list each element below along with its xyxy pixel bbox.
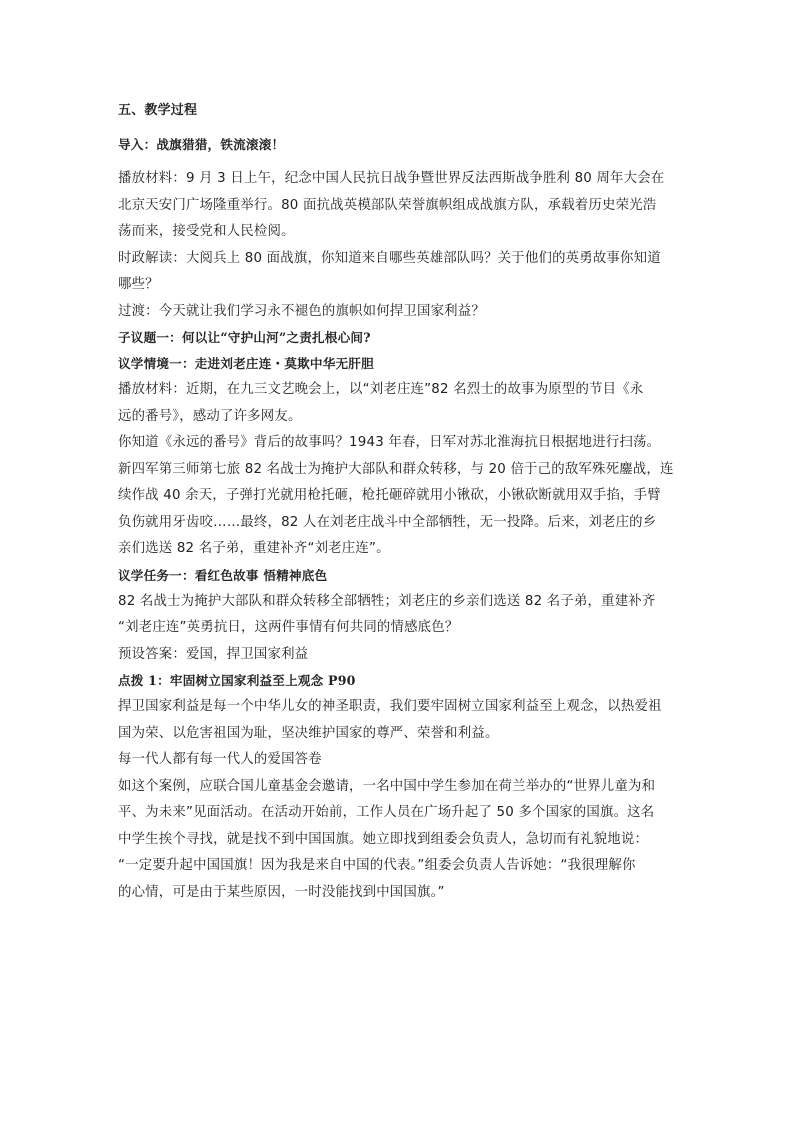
intro-title: 导入：战旗猎猎，铁流滚滚！ — [118, 137, 285, 152]
paragraph-line: 平、为未来”见面活动。在活动开始前，工作人员在广场升起了 50 多个国家的国旗。这名 — [118, 805, 655, 820]
paragraph-line: 远的番号》，感动了许多网友。 — [118, 408, 302, 424]
preset-answer — [118, 642, 678, 669]
paragraph-line: 新四军第三师第七旅 82 名战士为掩护大部队和群众转移，与 20 倍于己的敌军殊死鏖战，连 — [118, 461, 674, 477]
paragraph-line: 如这个案例，应联合国儿童基金会邀请，一名中国中学生参加在荷兰举办的“世界儿童为和 — [118, 778, 656, 794]
paragraph-line: 捍卫国家利益是每一个中华儿女的神圣职责，我们要牢固树立国家利益至上观念，以热爱祖 — [118, 699, 662, 714]
scenario-title: 议学情境一：走进刘老庄连・莫欺中华无肝胆 — [118, 356, 374, 371]
paragraph-line: 中学生挨个寻找，就是找不到中国国旗。她立即找到组委会负责人，急切而有礼貌地说： — [118, 831, 649, 847]
paragraph-line: “一定要升起中国国旗！因为我是来自中国的代表。”组委会负责人告诉她：“我很理解你 — [118, 858, 636, 873]
paragraph-line: 播放材料：近期，在九三文艺晚会上，以“刘老庄连”82 名烈士的故事为原型的节目《永 — [118, 382, 644, 397]
paragraph-line: 播放材料：9 月 3 日上午，纪念中国人民抗日战争暨世界反法西斯战争胜利 80 周年大会在 — [118, 171, 665, 186]
paragraph-line: 过渡：今天就让我们学习永不褪色的旗帜如何捍卫国家利益？ — [118, 303, 485, 319]
transition-paragraph — [118, 299, 678, 326]
generation-line — [118, 747, 678, 774]
paragraph-line: 每一代人都有每一代人的爱国答卷 — [118, 752, 322, 767]
paragraph-line: 你知道《永远的番号》背后的故事吗？1943 年春，日军对苏北淮海抗日根据地进行扫荡。 — [118, 435, 661, 450]
paragraph-line: 亲们选送 82 名子弟，重建补齐“刘老庄连”。 — [118, 541, 390, 556]
paragraph-line: 82 名战士为掩护大部队和群众转移全部牺牲；刘老庄的乡亲们选送 82 名子弟，重建补齐 — [118, 593, 656, 609]
paragraph-line: 负伤就用牙齿咬……最终，82 人在刘老庄战斗中全部牺牲，无一投降。后来，刘老庄的乡 — [118, 514, 657, 530]
sub-topic-title: 子议题一：何以让“守护山河”之责扎根心间? — [118, 330, 371, 345]
paragraph-line: 预设答案：爱国，捍卫国家利益 — [118, 646, 309, 662]
paragraph-line: 哪些？ — [118, 277, 159, 292]
story-paragraph — [118, 430, 678, 563]
section-heading: 五、教学过程 — [118, 103, 198, 118]
paragraph-line: 时政解读：大阅兵上 80 面战旗，你知道来自哪些英雄部队吗？关于他们的英勇故事你知道 — [118, 250, 661, 266]
case-paragraph — [118, 774, 678, 907]
task-paragraph — [118, 589, 678, 642]
task-title: 议学任务一：看红色故事 悟精神底色 — [118, 567, 328, 583]
document-page — [118, 98, 678, 906]
paragraph-line: 的心情，可是由于某些原因，一时没能找到中国国旗。” — [118, 884, 445, 900]
paragraph-line: 荡而来，接受党和人民检阅。 — [118, 224, 295, 239]
hint-title: 点拨 1：牢固树立国家利益至上观念 P90 — [118, 673, 356, 688]
hint-paragraph — [118, 694, 678, 747]
material-paragraph — [118, 166, 678, 246]
paragraph-line: 北京天安门广场隆重举行。80 面抗战英模部队荣誉旗帜组成战旗方队，承载着历史荣光浩 — [118, 197, 657, 213]
paragraph-line: 续作战 40 余天，子弹打光就用枪托砸，枪托砸碎就用小锹砍，小锹砍断就用双手掐，手臂 — [118, 488, 661, 503]
interpretation-paragraph — [118, 246, 678, 299]
paragraph-line: “刘老庄连”英勇抗日，这两件事情有何共同的情感底色？ — [118, 620, 459, 635]
paragraph-line: 国为荣、以危害祖国为耻，坚决维护国家的尊严、荣誉和利益。 — [118, 725, 499, 741]
broadcast-paragraph — [118, 377, 678, 430]
